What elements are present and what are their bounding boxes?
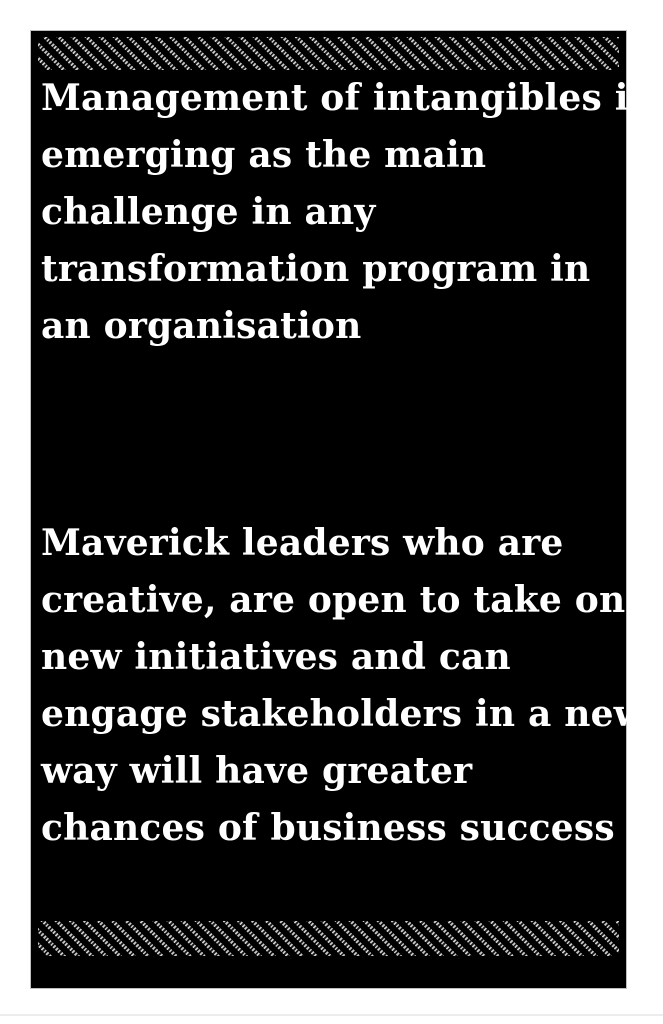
quote-line: challenge in any — [41, 191, 376, 233]
quote-line: way will have greater — [41, 750, 473, 792]
quote-line: creative, are open to take on — [41, 579, 626, 621]
quote-line: new initiatives and can — [41, 636, 511, 678]
page-bottom-divider — [0, 1014, 663, 1016]
quote-line: emerging as the main — [41, 134, 487, 176]
quote-line: transformation program in — [41, 248, 591, 290]
hatch-pattern-top — [38, 37, 619, 70]
hatch-pattern-bottom — [38, 921, 619, 956]
quote-line: chances of business success — [41, 807, 615, 849]
quote-paragraph-2 — [41, 515, 645, 857]
quote-paragraph-1 — [41, 70, 650, 355]
quote-line: engage stakeholders in a new — [41, 693, 645, 735]
quote-card — [31, 31, 650, 988]
quote-line: Maverick leaders who are — [41, 522, 564, 564]
quote-line: Management of intangibles is — [41, 77, 650, 119]
quote-line: an organisation — [41, 305, 362, 347]
